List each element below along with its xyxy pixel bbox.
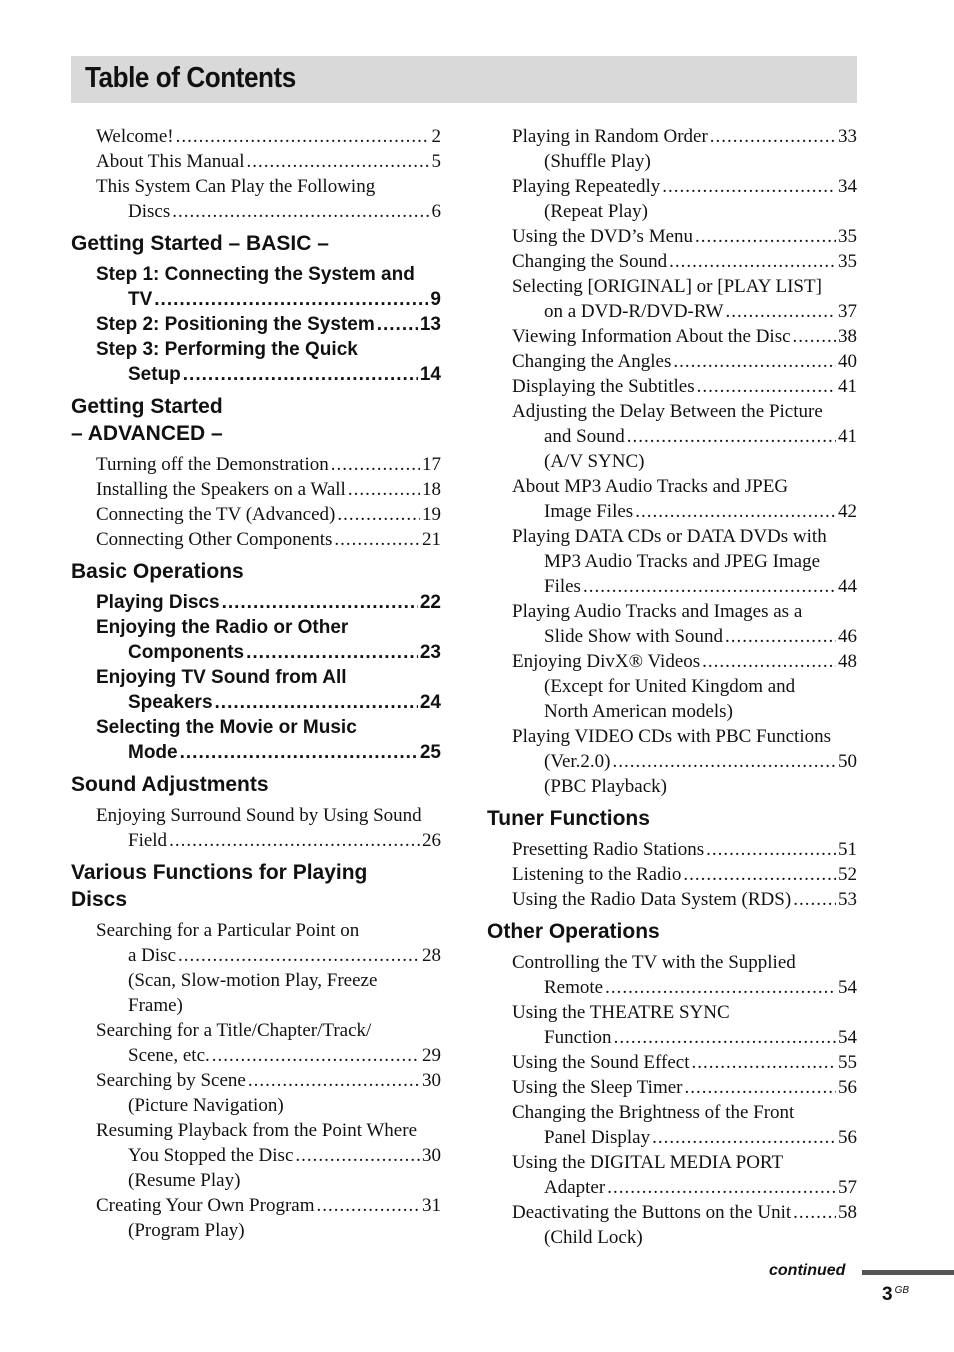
toc-entry-text: Playing Audio Tracks and Images as a <box>512 601 803 622</box>
toc-entry-leader-line <box>512 324 857 349</box>
toc-entry-page: 58 <box>838 1202 857 1223</box>
toc-entry-page: 55 <box>838 1052 857 1073</box>
toc-entry[interactable] <box>96 1118 441 1193</box>
toc-entry-text: Resuming Playback from the Point Where <box>96 1120 418 1141</box>
toc-entry-title: Components <box>128 642 245 663</box>
toc-entry-leader-line <box>512 124 857 149</box>
toc-entry-leader-line <box>96 362 441 387</box>
toc-entry-title: TV <box>128 289 153 310</box>
toc-entry-leader-line <box>96 452 441 477</box>
toc-entry-leader-line <box>512 862 857 887</box>
toc-entry-page: 56 <box>838 1127 857 1148</box>
toc-entry-title: Remote <box>544 977 604 998</box>
toc-entry-leader-line <box>512 1075 857 1100</box>
toc-entry-page: 35 <box>838 226 857 247</box>
toc-entry-text: Adjusting the Delay Between the Picture <box>512 401 823 422</box>
toc-entry[interactable] <box>512 1100 857 1150</box>
toc-entry-page: 54 <box>838 1027 857 1048</box>
toc-entry[interactable] <box>512 724 857 799</box>
dot-leader <box>710 124 836 149</box>
toc-entry-page: 41 <box>838 376 857 397</box>
toc-entry-page: 6 <box>431 201 441 222</box>
dot-leader <box>669 249 836 274</box>
continued-rule <box>862 1270 954 1275</box>
toc-entry[interactable] <box>512 1050 857 1075</box>
dot-leader <box>612 749 836 774</box>
toc-entry-page: 13 <box>419 314 441 335</box>
toc-entry[interactable] <box>96 665 441 715</box>
toc-entry-text: Playing VIDEO CDs with PBC Functions <box>512 726 831 747</box>
dot-leader <box>183 362 418 387</box>
toc-entry[interactable] <box>96 124 441 149</box>
toc-entry[interactable] <box>512 374 857 399</box>
section-heading <box>71 393 441 447</box>
toc-entry-page: 19 <box>422 504 441 525</box>
toc-entry-text: This System Can Play the Following <box>96 176 376 197</box>
dot-leader <box>377 312 418 337</box>
toc-entry[interactable] <box>96 174 441 224</box>
dot-leader <box>725 299 836 324</box>
toc-entry-page: 30 <box>422 1145 441 1166</box>
dot-leader <box>317 1193 421 1218</box>
toc-entry-leader-line <box>512 1050 857 1075</box>
toc-entry-text: Searching for a Title/Chapter/Track/ <box>96 1020 372 1041</box>
dot-leader <box>673 349 836 374</box>
dot-leader <box>605 975 836 1000</box>
toc-entry[interactable] <box>512 950 857 1000</box>
dot-leader <box>692 1050 837 1075</box>
toc-entry-title: Panel Display <box>544 1127 651 1148</box>
toc-entry-title: and Sound <box>544 426 625 447</box>
section-heading-line: – ADVANCED – <box>71 422 223 445</box>
section-heading-line: Other Operations <box>487 920 660 943</box>
title-bar <box>71 56 857 103</box>
toc-entry-text: MP3 Audio Tracks and JPEG Image <box>544 551 821 572</box>
toc-entry-text: Using the DIGITAL MEDIA PORT <box>512 1152 784 1173</box>
toc-entry[interactable] <box>96 615 441 665</box>
dot-leader <box>348 477 420 502</box>
dot-leader <box>295 1143 420 1168</box>
toc-entry[interactable] <box>96 262 441 312</box>
toc-entry[interactable] <box>512 474 857 524</box>
toc-entry-title: Using the Radio Data System (RDS) <box>512 889 792 910</box>
page-number <box>882 1284 909 1306</box>
toc-entry-note: (Shuffle Play) <box>544 151 651 172</box>
toc-entry-title: Playing in Random Order <box>512 126 708 147</box>
toc-entry-page: 54 <box>838 977 857 998</box>
toc-entry-page: 17 <box>422 454 441 475</box>
dot-leader <box>793 324 836 349</box>
toc-entry-leader-line <box>512 749 857 774</box>
toc-entry-page: 41 <box>838 426 857 447</box>
toc-entry-title: Changing the Sound <box>512 251 668 272</box>
toc-entry[interactable] <box>512 837 857 862</box>
section-heading-line: Sound Adjustments <box>71 773 269 796</box>
page-title: Table of Contents <box>85 62 296 94</box>
toc-entry[interactable] <box>512 124 857 174</box>
toc-entry-note: (Child Lock) <box>544 1227 643 1248</box>
dot-leader <box>697 374 836 399</box>
toc-entry-page: 48 <box>838 651 857 672</box>
toc-entry-title: Searching by Scene <box>96 1070 246 1091</box>
dot-leader <box>652 1125 836 1150</box>
dot-leader <box>684 1075 836 1100</box>
toc-entry-page: 51 <box>838 839 857 860</box>
toc-entry-leader-line <box>512 887 857 912</box>
toc-entry-text: Selecting the Movie or Music <box>96 717 357 738</box>
dot-leader <box>334 527 420 552</box>
toc-entry[interactable] <box>512 524 857 599</box>
toc-entry-note: (Except for United Kingdom and <box>544 676 796 697</box>
toc-entry-leader-line <box>96 477 441 502</box>
toc-entry-note: (Scan, Slow-motion Play, Freeze <box>128 970 378 991</box>
toc-entry-note: North American models) <box>544 701 733 722</box>
toc-entry[interactable] <box>96 452 441 477</box>
toc-entry-text: Playing DATA CDs or DATA DVDs with <box>512 526 827 547</box>
dot-leader <box>702 649 836 674</box>
toc-entry-title: Playing Discs <box>96 592 220 613</box>
toc-entry[interactable] <box>512 1000 857 1050</box>
toc-entry-text: Selecting [ORIGINAL] or [PLAY LIST] <box>512 276 822 297</box>
dot-leader <box>337 502 420 527</box>
dot-leader <box>246 640 418 665</box>
toc-entry-note: (Repeat Play) <box>544 201 648 222</box>
section-heading-line: Various Functions for Playing <box>71 861 368 884</box>
toc-entry-leader-line <box>512 624 857 649</box>
toc-entry[interactable] <box>96 1018 441 1068</box>
toc-entry-page: 28 <box>422 945 441 966</box>
toc-entry[interactable] <box>512 249 857 274</box>
toc-entry[interactable] <box>96 715 441 765</box>
toc-entry[interactable] <box>96 918 441 1018</box>
toc-entry-leader-line <box>96 1043 441 1068</box>
toc-entry-leader-line <box>512 499 857 524</box>
toc-entry-leader-line <box>512 837 857 862</box>
toc-entry[interactable] <box>96 1068 441 1118</box>
toc-entry-title: Field <box>128 830 168 851</box>
toc-entry[interactable] <box>96 502 441 527</box>
toc-entry-page: 14 <box>419 364 441 385</box>
toc-entry-leader-line <box>512 224 857 249</box>
toc-entry-page: 46 <box>838 626 857 647</box>
dot-leader <box>695 224 836 249</box>
toc-column-left <box>71 124 441 1243</box>
toc-entry-note: (PBC Playback) <box>544 776 667 797</box>
toc-entry-leader-line <box>512 574 857 599</box>
dot-leader <box>583 574 836 599</box>
toc-entry-leader-line <box>96 828 441 853</box>
toc-entry[interactable] <box>96 477 441 502</box>
toc-entry-title: Using the DVD’s Menu <box>512 226 694 247</box>
toc-entry-title: Viewing Information About the Disc <box>512 326 791 347</box>
toc-entry-text: About MP3 Audio Tracks and JPEG <box>512 476 789 497</box>
toc-entry-leader-line <box>96 943 441 968</box>
dot-leader <box>180 740 418 765</box>
dot-leader <box>706 837 836 862</box>
toc-entry-title: You Stopped the Disc <box>128 1145 294 1166</box>
section-heading-line: Getting Started <box>71 395 223 418</box>
toc-entry-page: 38 <box>838 326 857 347</box>
toc-entry-leader-line <box>512 1025 857 1050</box>
toc-entry[interactable] <box>512 887 857 912</box>
dot-leader <box>215 690 418 715</box>
toc-entry-page: 52 <box>838 864 857 885</box>
toc-entry[interactable] <box>512 1075 857 1100</box>
toc-entry-page: 18 <box>422 479 441 500</box>
toc-entry-title: Slide Show with Sound <box>544 626 723 647</box>
toc-entry-title: Using the Sound Effect <box>512 1052 690 1073</box>
dot-leader <box>607 1175 836 1200</box>
toc-entry-title: Creating Your Own Program <box>96 1195 315 1216</box>
toc-entry-title: Discs <box>128 201 171 222</box>
section-heading <box>71 558 441 585</box>
toc-entry[interactable] <box>512 862 857 887</box>
toc-entry-page: 35 <box>838 251 857 272</box>
toc-entry-title: Adapter <box>544 1177 606 1198</box>
toc-entry-text: Enjoying TV Sound from All <box>96 667 347 688</box>
toc-entry-title: Scene, etc. <box>128 1045 210 1066</box>
toc-entry-leader-line <box>96 502 441 527</box>
toc-entry-page: 5 <box>431 151 441 172</box>
toc-entry-text: Searching for a Particular Point on <box>96 920 360 941</box>
toc-entry-leader-line <box>512 424 857 449</box>
toc-entry-title: Listening to the Radio <box>512 864 682 885</box>
dot-leader <box>178 943 420 968</box>
toc-entry-leader-line <box>512 349 857 374</box>
toc-entry-page: 23 <box>419 642 441 663</box>
toc-entry-title: (Ver.2.0) <box>544 751 611 772</box>
toc-entry[interactable] <box>512 349 857 374</box>
toc-entry-text: Enjoying Surround Sound by Using Sound <box>96 805 422 826</box>
dot-leader <box>614 1025 836 1050</box>
toc-entry-page: 21 <box>422 529 441 550</box>
toc-entry-text: Changing the Brightness of the Front <box>512 1102 795 1123</box>
toc-entry-title: a Disc <box>128 945 177 966</box>
toc-entry-title: Turning off the Demonstration <box>96 454 329 475</box>
toc-entry-leader-line <box>96 1143 441 1168</box>
section-heading <box>71 771 441 798</box>
section-heading-line: Tuner Functions <box>487 807 650 830</box>
toc-entry-leader-line <box>512 1175 857 1200</box>
dot-leader <box>683 862 836 887</box>
toc-entry[interactable] <box>96 527 441 552</box>
dot-leader <box>154 287 428 312</box>
toc-entry[interactable] <box>96 803 441 853</box>
toc-entry-page: 25 <box>419 742 441 763</box>
dot-leader <box>169 828 420 853</box>
toc-entry-page: 31 <box>422 1195 441 1216</box>
toc-entry-note: (Program Play) <box>128 1220 245 1241</box>
toc-entry[interactable] <box>96 312 441 337</box>
toc-entry[interactable] <box>96 1193 441 1243</box>
toc-entry[interactable] <box>512 274 857 324</box>
toc-entry-title: on a DVD-R/DVD-RW <box>544 301 724 322</box>
toc-entry[interactable] <box>512 649 857 724</box>
toc-entry-text: Controlling the TV with the Supplied <box>512 952 796 973</box>
toc-entry-leader-line <box>96 690 441 715</box>
toc-entry-page: 37 <box>838 301 857 322</box>
section-heading <box>487 805 857 832</box>
toc-entry-title: About This Manual <box>96 151 245 172</box>
section-heading-line: Getting Started – BASIC – <box>71 232 329 255</box>
toc-entry-title: Files <box>544 576 581 597</box>
toc-entry-title: Displaying the Subtitles <box>512 376 695 397</box>
toc-entry-text: Enjoying the Radio or Other <box>96 617 349 638</box>
toc-entry-title: Welcome! <box>96 126 174 147</box>
toc-entry-page: 53 <box>838 889 857 910</box>
toc-entry[interactable] <box>96 149 441 174</box>
toc-entry-title: Playing Repeatedly <box>512 176 661 197</box>
toc-entry-page: 30 <box>422 1070 441 1091</box>
toc-entry-page: 22 <box>419 592 441 613</box>
page-number-suffix: GB <box>894 1284 910 1296</box>
toc-entry-page: 26 <box>422 830 441 851</box>
toc-entry-leader-line <box>512 649 857 674</box>
toc-entry-page: 2 <box>431 126 441 147</box>
toc-entry-title: Setup <box>128 364 181 385</box>
toc-entry[interactable] <box>512 1200 857 1250</box>
toc-entry-title: Speakers <box>128 692 213 713</box>
dot-leader <box>212 1043 420 1068</box>
toc-entry-title: Image Files <box>544 501 634 522</box>
toc-entry-title: Step 2: Positioning the System <box>96 314 375 335</box>
toc-entry-title: Changing the Angles <box>512 351 672 372</box>
toc-entry-leader-line <box>96 740 441 765</box>
toc-entry-title: Deactivating the Buttons on the Unit <box>512 1202 792 1223</box>
toc-entry-title: Installing the Speakers on a Wall <box>96 479 346 500</box>
dot-leader <box>627 424 836 449</box>
dot-leader <box>222 590 418 615</box>
toc-entry-leader-line <box>96 149 441 174</box>
toc-entry-title: Connecting the TV (Advanced) <box>96 504 336 525</box>
toc-entry[interactable] <box>512 599 857 649</box>
toc-entry-leader-line <box>96 1068 441 1093</box>
toc-entry-title: Connecting Other Components <box>96 529 333 550</box>
toc-entry-page: 42 <box>838 501 857 522</box>
section-heading <box>71 230 441 257</box>
toc-entry-leader-line <box>96 287 441 312</box>
toc-entry[interactable] <box>96 337 441 387</box>
section-heading <box>71 859 441 913</box>
toc-entry-page: 9 <box>430 289 441 310</box>
toc-entry-text: Step 3: Performing the Quick <box>96 339 358 360</box>
dot-leader <box>176 124 430 149</box>
toc-entry-leader-line <box>96 527 441 552</box>
toc-entry-title: Function <box>544 1027 612 1048</box>
dot-leader <box>725 624 836 649</box>
toc-entry-leader-line <box>96 199 441 224</box>
dot-leader <box>331 452 420 477</box>
toc-entry-leader-line <box>96 1193 441 1218</box>
dot-leader <box>662 174 836 199</box>
toc-column-right <box>487 124 857 1250</box>
continued-label: continued <box>769 1262 846 1279</box>
section-heading-line: Basic Operations <box>71 560 244 583</box>
dot-leader <box>172 199 429 224</box>
dot-leader <box>248 1068 420 1093</box>
toc-entry-note: Frame) <box>128 995 183 1016</box>
toc-entry[interactable] <box>512 174 857 224</box>
toc-entry-leader-line <box>96 124 441 149</box>
toc-entry[interactable] <box>512 399 857 474</box>
toc-entry[interactable] <box>512 224 857 249</box>
toc-entry-page: 57 <box>838 1177 857 1198</box>
toc-entry-note: (A/V SYNC) <box>544 451 645 472</box>
toc-entry-page: 33 <box>838 126 857 147</box>
toc-entry-leader-line <box>96 640 441 665</box>
toc-entry-leader-line <box>96 590 441 615</box>
toc-entry-note: (Resume Play) <box>128 1170 241 1191</box>
toc-entry-title: Mode <box>128 742 178 763</box>
toc-entry-leader-line <box>512 1125 857 1150</box>
toc-entry-title: Presetting Radio Stations <box>512 839 705 860</box>
toc-entry-page: 40 <box>838 351 857 372</box>
toc-entry-title: Enjoying DivX® Videos <box>512 651 701 672</box>
toc-entry-page: 29 <box>422 1045 441 1066</box>
toc-entry-page: 34 <box>838 176 857 197</box>
toc-entry-page: 44 <box>838 576 857 597</box>
toc-entry[interactable] <box>512 324 857 349</box>
toc-entry-leader-line <box>96 312 441 337</box>
dot-leader <box>635 499 836 524</box>
toc-entry-page: 24 <box>419 692 441 713</box>
section-heading <box>487 918 857 945</box>
page-number-value: 3 <box>882 1284 893 1305</box>
toc-entry-leader-line <box>512 174 857 199</box>
dot-leader <box>246 149 429 174</box>
toc-entry[interactable] <box>512 1150 857 1200</box>
dot-leader <box>793 887 836 912</box>
toc-entry[interactable] <box>96 590 441 615</box>
toc-entry-leader-line <box>512 249 857 274</box>
toc-entry-title: Using the Sleep Timer <box>512 1077 683 1098</box>
toc-entry-leader-line <box>512 299 857 324</box>
toc-entry-text: Using the THEATRE SYNC <box>512 1002 730 1023</box>
toc-entry-page: 50 <box>838 751 857 772</box>
toc-entry-page: 56 <box>838 1077 857 1098</box>
toc-entry-note: (Picture Navigation) <box>128 1095 284 1116</box>
toc-entry-leader-line <box>512 1200 857 1225</box>
dot-leader <box>793 1200 836 1225</box>
section-heading-line: Discs <box>71 888 128 911</box>
toc-entry-leader-line <box>512 975 857 1000</box>
toc-entry-leader-line <box>512 374 857 399</box>
toc-entry-text: Step 1: Connecting the System and <box>96 264 415 285</box>
